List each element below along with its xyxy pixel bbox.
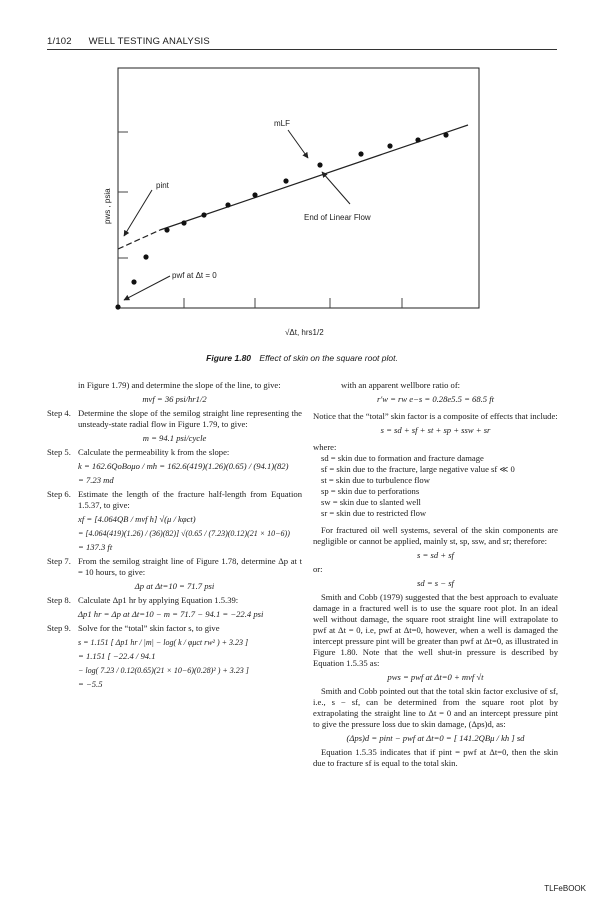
data-point <box>415 137 420 142</box>
paragraph-smith-cobb: Smith and Cobb (1979) suggested that the best approach to evaluate damage in a fractured well is to use the square root plot. In an ideal well without damage, the square root straight line will extrapolate to pwf at Δt = 0, i.e, pwf at Δt=0, however, when a well is damaged the intercept pressure pint will be greater than pwf at Δt=0, as illustrated in Figure 1.80. Note that the well shut-in pressure is described by Equation 1.5.35 as: <box>313 592 558 668</box>
page-number: 1/102 <box>47 36 72 47</box>
header-rule <box>47 49 557 50</box>
running-header <box>47 36 557 47</box>
paragraph-skin-damage: Smith and Cobb pointed out that the total skin factor exclusive of sf, i.e., s − sf, can be determined from the square root plot by extrapolating the straight line to Δt = 0 and an intercept pressure pint to give the pressure loss due to skin damage, (Δps)d, as: <box>313 686 558 729</box>
paragraph-total-skin: Notice that the “total” skin factor is a composite of effects that include: <box>313 411 558 421</box>
book-title: WELL TESTING ANALYSIS <box>88 36 210 47</box>
eq-sd: sd = s − sf <box>417 578 454 588</box>
step5-equation: k = 162.6QoBoμo / mh = 162.6(419)(1.26)(0.65) / (94.1)(82) <box>78 461 289 471</box>
data-point <box>283 178 288 183</box>
definition-item: st = skin due to turbulence flow <box>321 475 430 485</box>
step4-equation: m = 94.1 psi/cycle <box>142 433 207 443</box>
or-label: or: <box>313 564 323 574</box>
definition-item: sp = skin due to perforations <box>321 486 420 496</box>
step5-result: = 7.23 md <box>78 475 114 485</box>
step-8 <box>47 595 302 606</box>
definition-item: sw = skin due to slanted well <box>321 497 421 507</box>
step9-equation-3: − log( 7.23 / 0.12(0.65)(21 × 10−6)(0.28)² ) + 3.23 ] <box>78 666 249 675</box>
caption-label: Figure 1.80 <box>206 353 252 363</box>
step7-equation: Δp at Δt=10 = 71.7 psi <box>134 581 215 591</box>
data-points <box>115 132 448 309</box>
data-point <box>387 143 392 148</box>
data-point <box>164 227 169 232</box>
step-label: Step 7. <box>47 556 71 566</box>
mlf-label: mLF <box>274 119 290 128</box>
definition-item: sr = skin due to restricted flow <box>321 508 427 518</box>
data-point <box>225 202 230 207</box>
eq-s-simplified: s = sd + sf <box>417 550 454 560</box>
data-point <box>131 279 136 284</box>
eq-apparent-wellbore-radius: r′w = rw e−s = 0.28e5.5 = 68.5 ft <box>377 394 494 404</box>
step6-result: = 137.3 ft <box>78 542 113 552</box>
end-linear-flow-label: End of Linear Flow <box>304 213 371 222</box>
step-text: Solve for the “total” skin factor s, to give <box>78 623 220 633</box>
step-label: Step 6. <box>47 489 71 499</box>
step-4 <box>47 408 302 430</box>
step-label: Step 4. <box>47 408 71 418</box>
where-label: where: <box>313 442 337 452</box>
y-axis-label: pws , psia <box>103 188 112 224</box>
step-text: From the semilog straight line of Figure 1.78, determine Δp at t = 10 hours, to give: <box>78 556 302 577</box>
step-7 <box>47 556 302 578</box>
step-text: Determine the slope of the semilog straight line representing the unsteady-state radial flow in Figure 1.79, to give: <box>78 408 302 429</box>
right-intro: with an apparent wellbore ratio of: <box>341 380 461 390</box>
figure-caption <box>0 353 604 363</box>
step-label: Step 8. <box>47 595 71 605</box>
right-column <box>313 380 558 769</box>
step9-equation-2: = 1.151 [ −22.4 / 94.1 <box>78 651 156 661</box>
eq-pressure-loss: (Δps)d = pint − pwf at Δt=0 = [ 141.2QBμ / kh ] sd <box>346 733 525 743</box>
paragraph-fractured-systems: For fractured oil well systems, several of the skin components are negligible or cannot be applied, mainly st, sp, ssw, and sr; therefore: <box>313 525 558 546</box>
step-label: Step 5. <box>47 447 71 457</box>
step6-equation-2: = [4.064(419)(1.26) / (36)(82)] √(0.65 / (7.23)(0.12)(21 × 10−6)) <box>78 529 290 538</box>
step9-equation-1: s = 1.151 [ Δp1 hr / |m| − log( k / φμct rw² ) + 3.23 ] <box>78 638 249 647</box>
step-text: Calculate the permeability k from the slope: <box>78 447 230 457</box>
paragraph-conclusion: Equation 1.5.35 indicates that if pint = pwf at Δt=0, then the skin due to fracture sf is equal to the total skin. <box>313 747 558 768</box>
data-point <box>115 304 120 309</box>
data-point <box>181 220 186 225</box>
step-label: Step 9. <box>47 623 71 633</box>
skin-definitions <box>313 453 558 519</box>
left-column <box>47 380 302 693</box>
step-5 <box>47 447 302 458</box>
data-point <box>443 132 448 137</box>
definition-item: sd = skin due to formation and fracture damage <box>321 453 484 463</box>
caption-text: Effect of skin on the square root plot. <box>259 353 398 363</box>
extrapolated-line <box>118 230 160 249</box>
data-point <box>317 162 322 167</box>
pwf-label: pwf at Δt = 0 <box>172 271 217 280</box>
pint-arrow <box>124 190 152 236</box>
square-root-plot <box>100 64 510 349</box>
end-linear-arrow <box>322 172 350 204</box>
step8-equation: Δp1 hr = Δp at Δt=10 − m = 71.7 − 94.1 = −22.4 psi <box>78 609 264 619</box>
eq-mvf: mvf = 36 psi/hr1/2 <box>142 394 207 404</box>
data-point <box>201 212 206 217</box>
step9-result: = −5.5 <box>78 679 103 689</box>
step-9 <box>47 623 302 634</box>
footer-watermark: TLFeBOOK <box>544 884 586 893</box>
data-point <box>252 192 257 197</box>
step6-equation-1: xf = [4.064QB / mvf h] √(μ / kφct) <box>78 514 196 524</box>
data-point <box>143 254 148 259</box>
mlf-arrow <box>288 130 308 158</box>
pwf-arrow <box>124 276 170 300</box>
step-text: Calculate Δp1 hr by applying Equation 1.5.39: <box>78 595 239 605</box>
eq-total-skin: s = sd + sf + st + sp + ssw + sr <box>380 425 491 435</box>
step-6 <box>47 489 302 511</box>
step-text: Estimate the length of the fracture half-length from Equation 1.5.37, to give: <box>78 489 302 510</box>
definition-item: sf = skin due to the fracture, large negative value sf ≪ 0 <box>321 464 515 474</box>
data-point <box>358 151 363 156</box>
left-intro: in Figure 1.79) and determine the slope of the line, to give: <box>78 380 281 390</box>
x-axis-label: √Δt, hrs1/2 <box>285 328 324 337</box>
pint-label: pint <box>156 181 169 190</box>
eq-pws: pws = pwf at Δt=0 + mvf √t <box>387 672 484 682</box>
